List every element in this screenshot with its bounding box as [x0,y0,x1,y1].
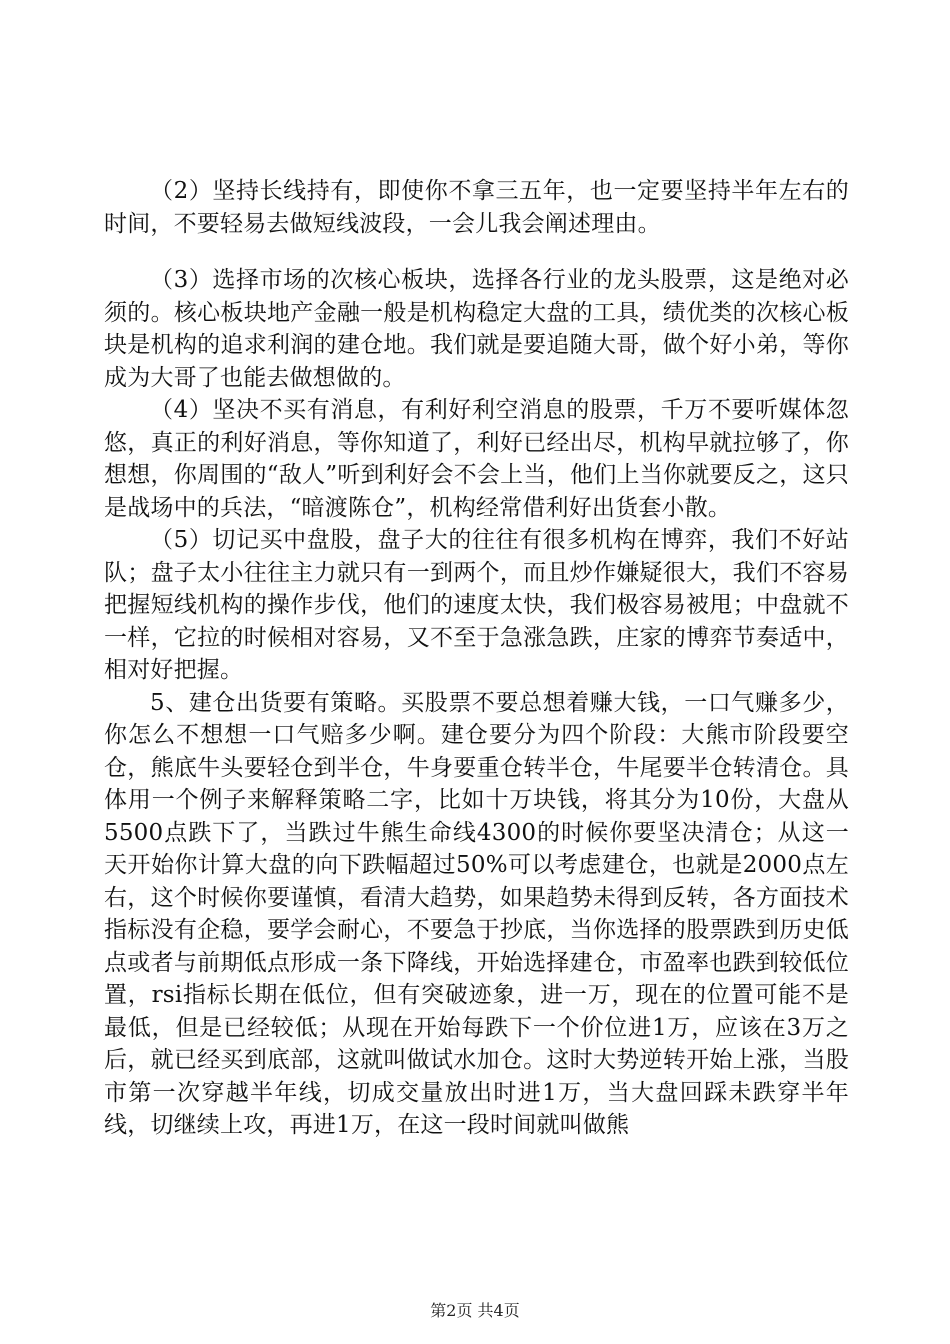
document-body [104,175,849,1142]
paragraph-point-5: （5）切记买中盘股，盘子大的往往有很多机构在博弈，我们不好站队；盘子太小往往主力就只有一到两个，而且炒作嫌疑很大，我们不容易把握短线机构的操作步伐，他们的速度太快，我们极容易被甩；中盘就不一样，它拉的时候相对容易，又不至于急涨急跌，庄家的博弈节奏适中，相对好把握。 [104,527,849,683]
paragraph-point-3: （3）选择市场的次核心板块，选择各行业的龙头股票，这是绝对必须的。核心板块地产金融一般是机构稳定大盘的工具，绩优类的次核心板块是机构的追求利润的建仓地。我们就是要追随大哥，做个好小弟，等你成为大哥了也能去做想做的。 [104,267,849,391]
page-footer: 第2页 共4页 [430,1301,520,1320]
paragraph-point-2: （2）坚持长线持有，即使你不拿三五年，也一定要坚持半年左右的时间，不要轻易去做短线波段，一会儿我会阐述理由。 [104,178,849,237]
paragraph-point-4: （4）坚决不买有消息，有利好利空消息的股票，千万不要听媒体忽悠，真正的利好消息，等你知道了，利好已经出尽，机构早就拉够了，你想想，你周围的“敌人”听到利好会不会上当，他们上当你就要反之，这只是战场中的兵法，“暗渡陈仓”，机构经常借利好出货套小散。 [104,397,849,521]
paragraph-section-5: 5、建仓出货要有策略。买股票不要总想着赚大钱，一口气赚多少，你怎么不想想一口气赔多少啊。建仓要分为四个阶段：大熊市阶段要空仓，熊底牛头要轻仓到半仓，牛身要重仓转半仓，牛尾要半仓转清仓。具体用一个例子来解释策略二字，比如十万块钱，将其分为10份，大盘从5500点跌下了，当跌过牛熊生命线4300的时候你要坚决清仓；从这一天开始你计算大盘的向下跌幅超过50%可以考虑建仓，也就是2000点左右，这个时候你要谨慎，看清大趋势，如果趋势未得到反转，各方面技术指标没有企稳，要学会耐心，不要急于抄底，当你选择的股票跌到历史低点或者与前期低点形成一条下降线，开始选择建仓，市盈率也跌到较低位置，rsi指标长期在低位，但有突破迹象，进一万，现在的位置可能不是最低，但是已经较低；从现在开始每跌下一个价位进1万，应该在3万之后，就已经买到底部，这就叫做试水加仓。这时大势逆转开始上涨，当股市第一次穿越半年线，切成交量放出时进1万，当大盘回踩未跌穿半年线，切继续上攻，再进1万，在这一段时间就叫做熊 [104,689,849,1138]
